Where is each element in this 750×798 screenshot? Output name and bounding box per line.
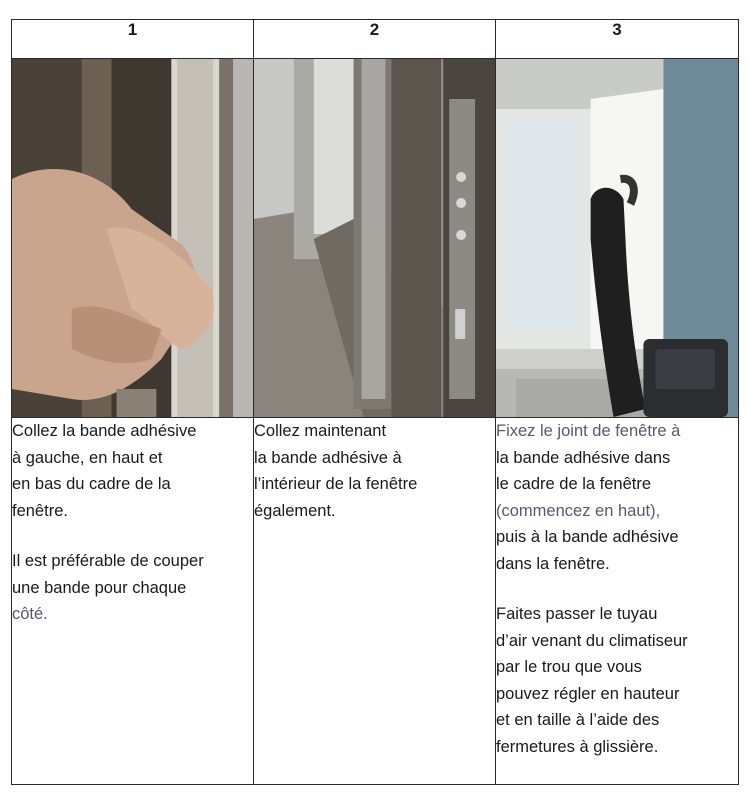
step-number-3: 3: [496, 20, 739, 59]
step-number-1: 1: [12, 20, 254, 59]
text-line: également.: [254, 501, 336, 520]
text-line: le cadre de la fenêtre: [496, 475, 652, 493]
text-line: la bande adhésive à: [254, 448, 402, 467]
text-line: puis à la bande adhésive: [496, 528, 679, 546]
step-2-text: [254, 418, 496, 785]
window-frame-with-strip-icon: [254, 59, 495, 417]
step-number-2: 2: [254, 20, 496, 59]
text-row: [12, 418, 739, 785]
step-3-photo: [496, 59, 739, 418]
step-number-row: [12, 20, 739, 59]
text-line: fermetures à glissière.: [496, 737, 659, 756]
step-3-text: [496, 418, 739, 785]
text-line: Il est préférable de couper: [12, 552, 204, 570]
photo-row: [12, 59, 739, 418]
text-line: fenêtre.: [12, 501, 68, 520]
text-line: et en taille à l’aide des: [496, 711, 660, 729]
step-1-paragraph-2: [12, 548, 253, 628]
text-line: pouvez régler en hauteur: [496, 684, 680, 703]
hand-applying-velcro-strip-icon: [12, 59, 253, 417]
text-line: en bas du cadre de la: [12, 475, 171, 493]
step-1-photo: [12, 59, 254, 418]
text-line: Collez la bande adhésive: [12, 422, 197, 440]
text-line: à gauche, en haut et: [12, 448, 163, 467]
text-line: l’intérieur de la fenêtre: [254, 475, 418, 493]
window-seal-with-air-hose-icon: [496, 59, 738, 417]
text-line: Fixez le joint de fenêtre à: [496, 422, 681, 440]
text-line: la bande adhésive dans: [496, 448, 671, 467]
step-2-paragraph-1: [254, 418, 495, 524]
instructions-table: [11, 19, 739, 785]
text-line: côté.: [12, 605, 48, 623]
text-line: Collez maintenant: [254, 422, 387, 440]
step-3-paragraph-1: [496, 418, 738, 577]
text-line: (commencez en haut),: [496, 501, 661, 520]
step-1-text: [12, 418, 254, 785]
step-1-paragraph-1: [12, 418, 253, 524]
step-2-photo: [254, 59, 496, 418]
text-line: dans la fenêtre.: [496, 554, 610, 573]
text-line: par le trou que vous: [496, 658, 642, 676]
text-line: Faites passer le tuyau: [496, 605, 658, 623]
text-line: une bande pour chaque: [12, 578, 187, 597]
text-line: d’air venant du climatiseur: [496, 631, 688, 650]
step-3-paragraph-2: [496, 601, 738, 760]
